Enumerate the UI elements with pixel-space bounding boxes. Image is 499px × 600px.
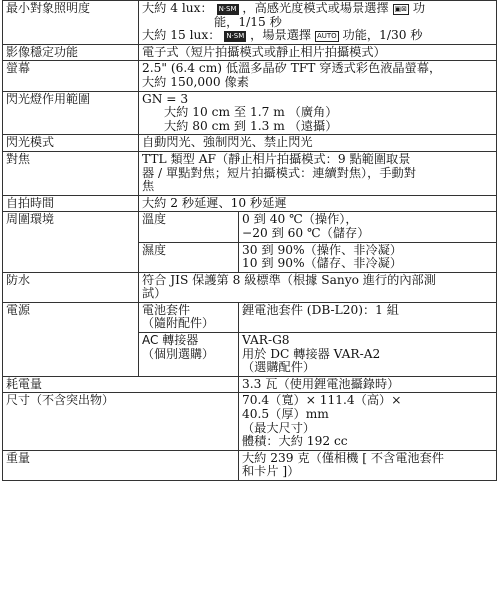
- value-self-timer: 大約 2 秒延遲、10 秒延遲: [139, 195, 497, 212]
- row-weight: [3, 450, 497, 480]
- spec-table: [2, 0, 497, 481]
- label-lowlight: 最小對象照明度: [3, 1, 139, 45]
- focus-text: TTL 類型 AF（靜止相片拍攝模式：9 點範圍取景: [142, 151, 411, 166]
- label-ac-adapter: [139, 333, 239, 377]
- row-dimensions: [3, 393, 497, 450]
- row-flash-range: [3, 91, 497, 135]
- value-battery: 鋰電池套件 (DB-L20)：1 組: [239, 302, 497, 332]
- label-flash-mode: 閃光模式: [3, 135, 139, 152]
- value-screen: [139, 61, 497, 91]
- night-mode-icon: N·SM: [218, 5, 237, 13]
- lowlight-text: ，高感光度模式或場景選擇: [242, 1, 389, 15]
- row-env-temp: [3, 212, 497, 242]
- label-self-timer: 自拍時間: [3, 195, 139, 212]
- label-stabilization: 影像穩定功能: [3, 44, 139, 61]
- label-temperature: 溫度: [139, 212, 239, 242]
- screen-text: 2.5" (6.4 cm) 低溫多晶矽 TFT 穿透式彩色液晶螢幕，: [142, 61, 442, 76]
- value-humidity: [239, 242, 497, 272]
- value-dimensions: [239, 393, 497, 450]
- ac-option-note: （選購配件）: [242, 360, 316, 375]
- ac-note: （個別選購）: [142, 346, 215, 361]
- ac-dc-adapter: 用於 DC 轉接器 VAR-A2: [242, 346, 381, 361]
- focus-text: 器 / 單點對焦；短片拍攝模式：連續對焦），手動對: [142, 165, 416, 180]
- label-flash-range: 閃光燈作用範圍: [3, 91, 139, 135]
- lowlight-text: ，場景選擇: [250, 28, 312, 43]
- value-weight: [239, 450, 497, 480]
- value-focus: [139, 151, 497, 195]
- lowlight-text: 能，1/15 秒: [214, 14, 282, 29]
- value-ac-adapter: [239, 333, 497, 377]
- dimensions-text: 70.4（寬）× 111.4（高）×: [242, 393, 402, 408]
- label-environment: 周圍環境: [3, 212, 139, 272]
- humidity-operating: 30 到 90%（操作、非冷凝）: [242, 242, 403, 257]
- lowlight-text: 大約 15 lux：: [142, 28, 221, 43]
- volume-text: 體積：大約 192 cc: [242, 434, 348, 449]
- focus-text: 焦: [142, 179, 155, 194]
- temp-operating: 0 到 40 ℃（操作），: [242, 212, 358, 227]
- label-consumption: 耗電量: [3, 376, 239, 393]
- weight-text: 和卡片 ]）: [242, 464, 300, 479]
- value-stabilization: 電子式（短片拍攝模式或靜止相片拍攝模式）: [139, 44, 497, 61]
- value-flash-range: [139, 91, 497, 135]
- label-weight: 重量: [3, 450, 239, 480]
- label-humidity: 濕度: [139, 242, 239, 272]
- screen-text: 大約 150,000 像素: [142, 74, 249, 89]
- row-self-timer: [3, 195, 497, 212]
- label-power: 電源: [3, 302, 139, 376]
- lowlight-text: 功: [412, 1, 426, 15]
- row-power-battery: [3, 302, 497, 332]
- waterproof-text: 試）: [142, 286, 167, 301]
- weight-text: 大約 239 克（僅相機 [ 不含電池套件: [242, 450, 444, 465]
- value-lowlight: [139, 1, 497, 45]
- humidity-storage: 10 到 90%（儲存、非冷凝）: [242, 256, 403, 271]
- value-temperature: [239, 212, 497, 242]
- night-mode-icon: N·SM: [226, 32, 245, 41]
- value-consumption: 3.3 瓦（使用鋰電池攝錄時）: [239, 376, 497, 393]
- value-waterproof: [139, 272, 497, 302]
- lowlight-text: 大約 4 lux：: [142, 1, 213, 15]
- auto-mode-icon: AUTO: [316, 32, 337, 41]
- waterproof-text: 符合 JIS 保護第 8 級標準（根據 Sanyo 進行的內部測: [142, 272, 436, 287]
- flash-wide: 大約 10 cm 至 1.7 m （廣角）: [164, 105, 338, 120]
- row-flash-mode: [3, 135, 497, 152]
- label-focus: 對焦: [3, 151, 139, 195]
- flash-gn: GN = 3: [142, 91, 189, 106]
- label-dimensions: 尺寸（不含突出物）: [3, 393, 239, 450]
- label-screen: 螢幕: [3, 61, 139, 91]
- label-waterproof: 防水: [3, 272, 139, 302]
- row-stabilization: [3, 44, 497, 61]
- battery-note: （隨附配件）: [142, 316, 215, 331]
- flash-tele: 大約 80 cm 到 1.3 m （遠攝）: [164, 118, 338, 133]
- row-waterproof: [3, 272, 497, 302]
- label-battery: [139, 302, 239, 332]
- temp-storage: −20 到 60 ℃（儲存）: [242, 225, 370, 240]
- value-flash-mode: 自動閃光、強制閃光、禁止閃光: [139, 135, 497, 152]
- row-lowlight: [3, 1, 497, 45]
- dimensions-text: 40.5（厚）mm: [242, 407, 329, 422]
- ac-label: AC 轉接器: [142, 333, 199, 348]
- row-screen: [3, 61, 497, 91]
- row-focus: [3, 151, 497, 195]
- row-consumption: [3, 376, 497, 393]
- battery-label: 電池套件: [142, 302, 191, 317]
- ac-model: VAR-G8: [242, 333, 290, 348]
- dimensions-text: （最大尺寸）: [242, 420, 316, 435]
- lowlight-text: 功能，1/30 秒: [342, 28, 423, 43]
- scene-select-icon: ▣⊠: [394, 5, 407, 13]
